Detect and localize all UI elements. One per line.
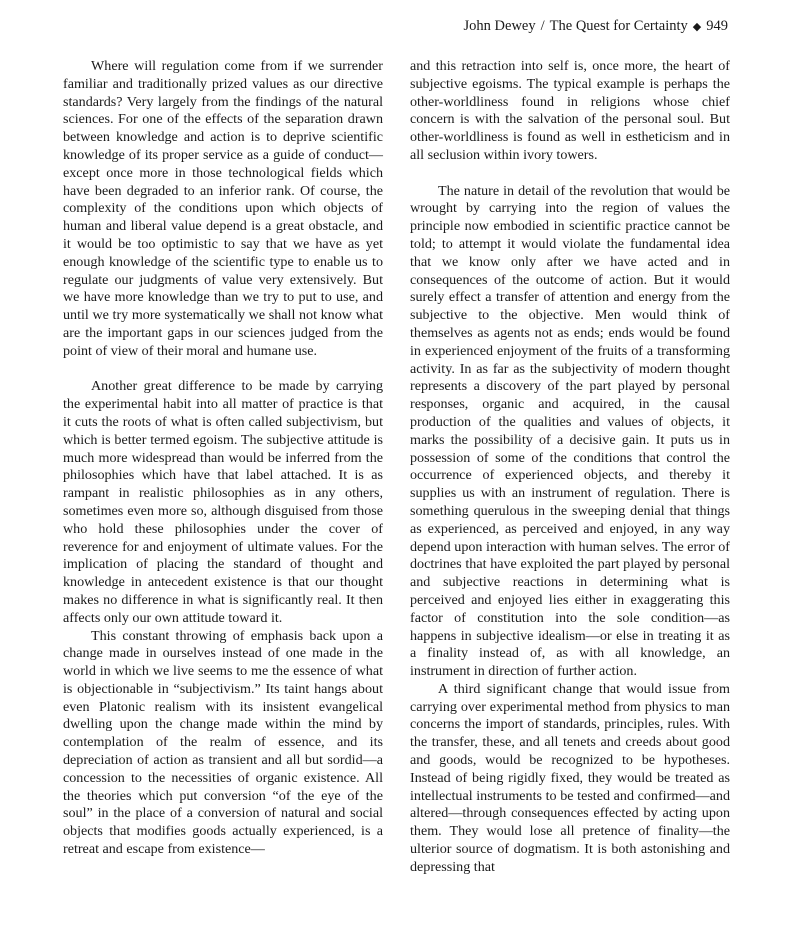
page-number: 949 (706, 18, 728, 34)
paragraph-third-change: A third significant change that would issue from carrying over experimental method from physics to man concerns the import of standards, principles, rules. With the transfer, these, and all tenets and creeds about good and goods, would be recognized to be hypotheses. Instead of being rigidly fixed, they would be treated as intellectual instruments to be tested and confirmed—and altered—through consequences effected by acting upon them. They would lose all pretence of finality—the ulterior source of dogmatism. It is both astonishing and depressing that (410, 680, 730, 875)
paragraph-subjectivism: Another great difference to be made by carrying the experimental habit into all matter of practice is that it cuts the roots of what is often called subjectivism, but which is better termed egoism. The subjective attitude is much more widespread than would be inferred from the philosophies which have that label attached. It is as rampant in realistic philosophies as in any others, sometimes even more so, although disguised from those who hold these philosophies under the cover of reverence for and enjoyment of ultimate values. For the implication of placing the standard of thought and knowledge in antecedent existence is that our thought makes no difference in what is significantly real. It then affects only our own attitude toward it. (63, 378, 383, 626)
running-head-separator: / (540, 18, 545, 34)
running-head (464, 18, 728, 35)
diamond-ornament-icon: ◆ (692, 21, 702, 33)
paragraph-revolution: The nature in detail of the revolution that would be wrought by carrying into the region of values the principle now embodied in scientific practice cannot be told; to attempt it would violate the fundamental idea that we know only after we have acted and in consequences of the outcome of action. But it would surely effect a transfer of attention and energy from the subjective to the objective. Men would think of themselves as agents not as ends; ends would be found in experienced enjoyment of the fruits of a transforming activity. In as far as the subjectivity of modern thought represents a discovery of the part played by personal responses, organic and acquired, in the causal production of the qualities and values of objects, it marks the possibility of a decisive gain. It puts us in possession of some of the conditions that control the occurrence of experienced objects, and thereby it supplies us with an instrument of regulation. There is something querulous in the sweeping denial that things as experienced, as perceived and enjoyed, in any way depend upon interaction with human selves. The error of doctrines that have exploited the part played by personal and subjective reactions in determining what is perceived and enjoyed lies either in exaggerating this factor of constitution into the sole condition—as happens in subjective idealism—or else in treating it as a finality instead of, as with all knowledge, an instrument in direction of further action. (410, 182, 730, 680)
running-head-author: John Dewey (463, 18, 536, 34)
paragraph-regulation: Where will regulation come from if we surrender familiar and traditionally prized values as our directive standards? Very largely from the findings of the natural sciences. For one of the effects of the separation drawn between knowledge and action is to deprive scientific knowledge of its proper service as a guide of conduct—except once more in those technological fields which have been degraded to an inferior rank. Of course, the complexity of the conditions upon which objects of human and liberal value depend is a great obstacle, and it would be too optimistic to say that we have as yet enough knowledge of the scientific type to enable us to regulate our judgments of value very extensively. But we have more knowledge than we try to put to use, and until we try more systematically we shall not know what are the important gaps in our sciences judged from the point of view of their moral and humane use. (63, 58, 383, 359)
running-head-title: The Quest for Certainty (549, 18, 688, 34)
paragraph-emphasis: This constant throwing of emphasis back upon a change made in ourselves instead of one made in the world in which we live seems to me the essence of what is objectionable in “subjectivism.” Its taint hangs about even Platonic realism with its insistent evangelical dwelling upon the change made within the mind by contemplation of the realm of essence, and its depreciation of action as transient and all but sordid—a concession to the necessities of organic existence. All the theories which put conversion “of the eye of the soul” in the place of a conversion of natural and social objects that modifies goods actually experienced, is a retreat and escape from existence— (63, 627, 383, 858)
left-column (63, 58, 383, 859)
right-column (410, 58, 730, 877)
paragraph-retraction-continued: and this retraction into self is, once more, the heart of subjective egoisms. The typical example is perhaps the other-worldliness found in religions whose chief concern is with the salvation of the personal soul. But other-worldliness is found as well in estheticism and in all seclusion within ivory towers. (410, 58, 730, 163)
